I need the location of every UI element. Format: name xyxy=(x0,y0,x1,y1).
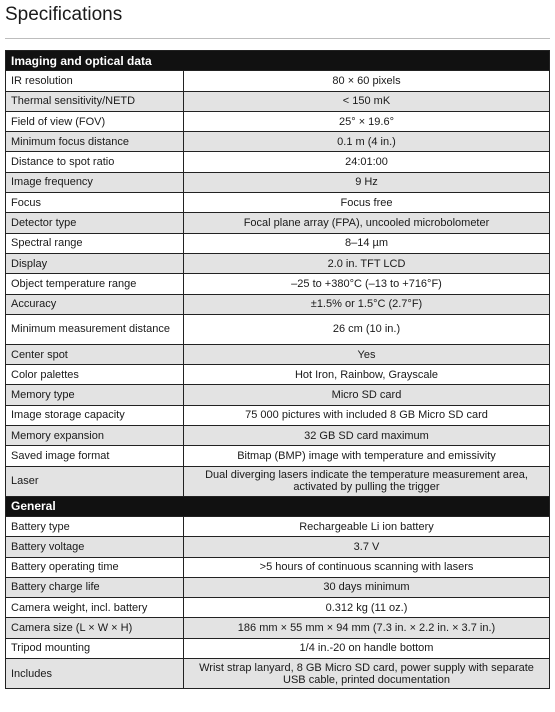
spec-label: Distance to spot ratio xyxy=(6,152,184,172)
table-row xyxy=(6,365,550,385)
spec-value: Wrist strap lanyard, 8 GB Micro SD card, power supply with separate USB cable, printed documentation xyxy=(184,659,550,689)
spec-label: Memory expansion xyxy=(6,426,184,446)
spec-value: 26 cm (10 in.) xyxy=(184,314,550,344)
table-row xyxy=(6,294,550,314)
spec-label: Thermal sensitivity/NETD xyxy=(6,91,184,111)
spec-value: Micro SD card xyxy=(184,385,550,405)
spec-label: Saved image format xyxy=(6,446,184,466)
spec-value: 3.7 V xyxy=(184,537,550,557)
spec-label: Battery type xyxy=(6,516,184,536)
spec-value: 25° × 19.6° xyxy=(184,111,550,131)
spec-label: Image frequency xyxy=(6,172,184,192)
table-row xyxy=(6,193,550,213)
table-row xyxy=(6,213,550,233)
table-row xyxy=(6,557,550,577)
spec-label: Spectral range xyxy=(6,233,184,253)
spec-value: 0.1 m (4 in.) xyxy=(184,132,550,152)
specifications-table-body xyxy=(6,51,550,689)
table-row xyxy=(6,618,550,638)
section-heading: Imaging and optical data xyxy=(6,51,550,71)
spec-value: 186 mm × 55 mm × 94 mm (7.3 in. × 2.2 in. × 3.7 in.) xyxy=(184,618,550,638)
table-row xyxy=(6,537,550,557)
table-row xyxy=(6,426,550,446)
spec-value: >5 hours of continuous scanning with lasers xyxy=(184,557,550,577)
spec-value: 0.312 kg (11 oz.) xyxy=(184,598,550,618)
spec-label: Field of view (FOV) xyxy=(6,111,184,131)
spec-label: Camera weight, incl. battery xyxy=(6,598,184,618)
spec-label: Memory type xyxy=(6,385,184,405)
specifications-table xyxy=(5,50,550,689)
spec-label: Detector type xyxy=(6,213,184,233)
title-divider xyxy=(5,38,550,39)
table-row xyxy=(6,405,550,425)
spec-value: ±1.5% or 1.5°C (2.7°F) xyxy=(184,294,550,314)
spec-value: Yes xyxy=(184,344,550,364)
spec-value: Focus free xyxy=(184,193,550,213)
spec-value: 9 Hz xyxy=(184,172,550,192)
table-row xyxy=(6,274,550,294)
table-row xyxy=(6,253,550,273)
table-row xyxy=(6,172,550,192)
spec-label: Minimum focus distance xyxy=(6,132,184,152)
table-row xyxy=(6,659,550,689)
spec-value: 2.0 in. TFT LCD xyxy=(184,253,550,273)
table-row xyxy=(6,638,550,658)
spec-label: Battery operating time xyxy=(6,557,184,577)
spec-label: Minimum measurement distance xyxy=(6,314,184,344)
section-header-row xyxy=(6,51,550,71)
table-row xyxy=(6,385,550,405)
spec-value: 30 days minimum xyxy=(184,577,550,597)
spec-label: Center spot xyxy=(6,344,184,364)
spec-label: Accuracy xyxy=(6,294,184,314)
spec-value: < 150 mK xyxy=(184,91,550,111)
spec-value: 1/4 in.-20 on handle bottom xyxy=(184,638,550,658)
table-row xyxy=(6,71,550,91)
table-row xyxy=(6,132,550,152)
spec-value: Dual diverging lasers indicate the temperature measurement area, activated by pulling the trigger xyxy=(184,466,550,496)
spec-label: Display xyxy=(6,253,184,273)
section-heading: General xyxy=(6,496,550,516)
spec-label: Battery voltage xyxy=(6,537,184,557)
spec-label: Focus xyxy=(6,193,184,213)
spec-value: 32 GB SD card maximum xyxy=(184,426,550,446)
spec-label: Image storage capacity xyxy=(6,405,184,425)
table-row xyxy=(6,314,550,344)
spec-value: Focal plane array (FPA), uncooled microbolometer xyxy=(184,213,550,233)
spec-value: 24:01:00 xyxy=(184,152,550,172)
table-row xyxy=(6,516,550,536)
spec-value: 75 000 pictures with included 8 GB Micro SD card xyxy=(184,405,550,425)
spec-value: 8–14 µm xyxy=(184,233,550,253)
spec-label: Battery charge life xyxy=(6,577,184,597)
spec-label: Camera size (L × W × H) xyxy=(6,618,184,638)
spec-label: Laser xyxy=(6,466,184,496)
table-row xyxy=(6,344,550,364)
table-row xyxy=(6,233,550,253)
table-row xyxy=(6,598,550,618)
spec-label: IR resolution xyxy=(6,71,184,91)
spec-label: Object temperature range xyxy=(6,274,184,294)
spec-label: Includes xyxy=(6,659,184,689)
spec-value: –25 to +380°C (–13 to +716°F) xyxy=(184,274,550,294)
spec-label: Color palettes xyxy=(6,365,184,385)
table-row xyxy=(6,152,550,172)
spec-value: 80 × 60 pixels xyxy=(184,71,550,91)
table-row xyxy=(6,466,550,496)
table-row xyxy=(6,91,550,111)
spec-value: Rechargeable Li ion battery xyxy=(184,516,550,536)
page-title: Specifications xyxy=(5,4,123,25)
spec-value: Hot Iron, Rainbow, Grayscale xyxy=(184,365,550,385)
table-row xyxy=(6,577,550,597)
table-row xyxy=(6,111,550,131)
table-row xyxy=(6,446,550,466)
spec-label: Tripod mounting xyxy=(6,638,184,658)
section-header-row xyxy=(6,496,550,516)
spec-value: Bitmap (BMP) image with temperature and emissivity xyxy=(184,446,550,466)
